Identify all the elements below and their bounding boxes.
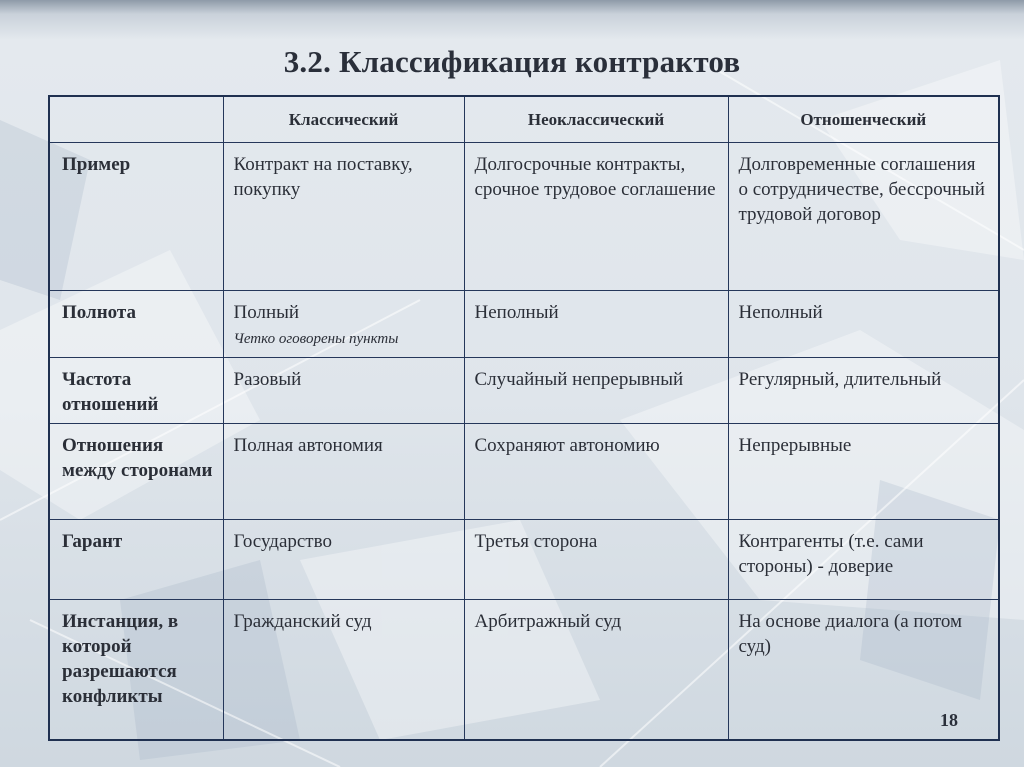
table-cell: Долгосрочные контракты, срочное трудовое соглашение <box>464 143 728 291</box>
table-row <box>49 424 999 520</box>
page-number: 18 <box>940 710 958 730</box>
header-empty <box>49 96 223 143</box>
table-cell: Государство <box>223 520 464 600</box>
contracts-table <box>48 95 1000 741</box>
table-cell: Неполный <box>464 291 728 358</box>
table-cell: Контрагенты (т.е. сами стороны) - доверие <box>728 520 999 600</box>
table-cell: Гражданский суд <box>223 600 464 740</box>
cell-text: Полный <box>233 302 300 323</box>
table-cell: Арбитражный суд <box>464 600 728 740</box>
table-cell: Полная автономия <box>223 424 464 520</box>
table-cell: Разовый <box>223 358 464 424</box>
header-neoclassic: Неоклассический <box>464 96 728 143</box>
table-cell: Регулярный, длительный <box>728 358 999 424</box>
header-relational: Отношенческий <box>728 96 999 143</box>
table-row <box>49 520 999 600</box>
table-cell: Неполный <box>728 291 999 358</box>
table-row <box>49 358 999 424</box>
row-label: Пример <box>49 143 223 291</box>
table-cell: На основе диалога (а потом суд) <box>728 600 999 740</box>
table-cell: Случайный непрерывный <box>464 358 728 424</box>
table-row <box>49 600 999 740</box>
row-label: Полнота <box>49 291 223 358</box>
table-cell <box>223 291 464 358</box>
row-label: Отношения между сторонами <box>49 424 223 520</box>
table-cell: Третья сторона <box>464 520 728 600</box>
table-cell: Непрерывные <box>728 424 999 520</box>
table-cell: Сохраняют автономию <box>464 424 728 520</box>
row-label: Гарант <box>49 520 223 600</box>
table-header-row <box>49 96 999 143</box>
row-label: Частота отношений <box>49 358 223 424</box>
table-cell: Долговременные соглашения о сотрудничестве, бессрочный трудовой договор <box>728 143 999 291</box>
table-cell: Контракт на поставку, покупку <box>223 143 464 291</box>
table-row <box>49 143 999 291</box>
table-row <box>49 291 999 358</box>
row-label: Инстанция, в которой разрешаются конфликты <box>49 600 223 740</box>
cell-note: Четко оговорены пункты <box>233 331 399 347</box>
slide-title: 3.2. Классификация контрактов <box>283 44 741 79</box>
header-classic: Классический <box>223 96 464 143</box>
